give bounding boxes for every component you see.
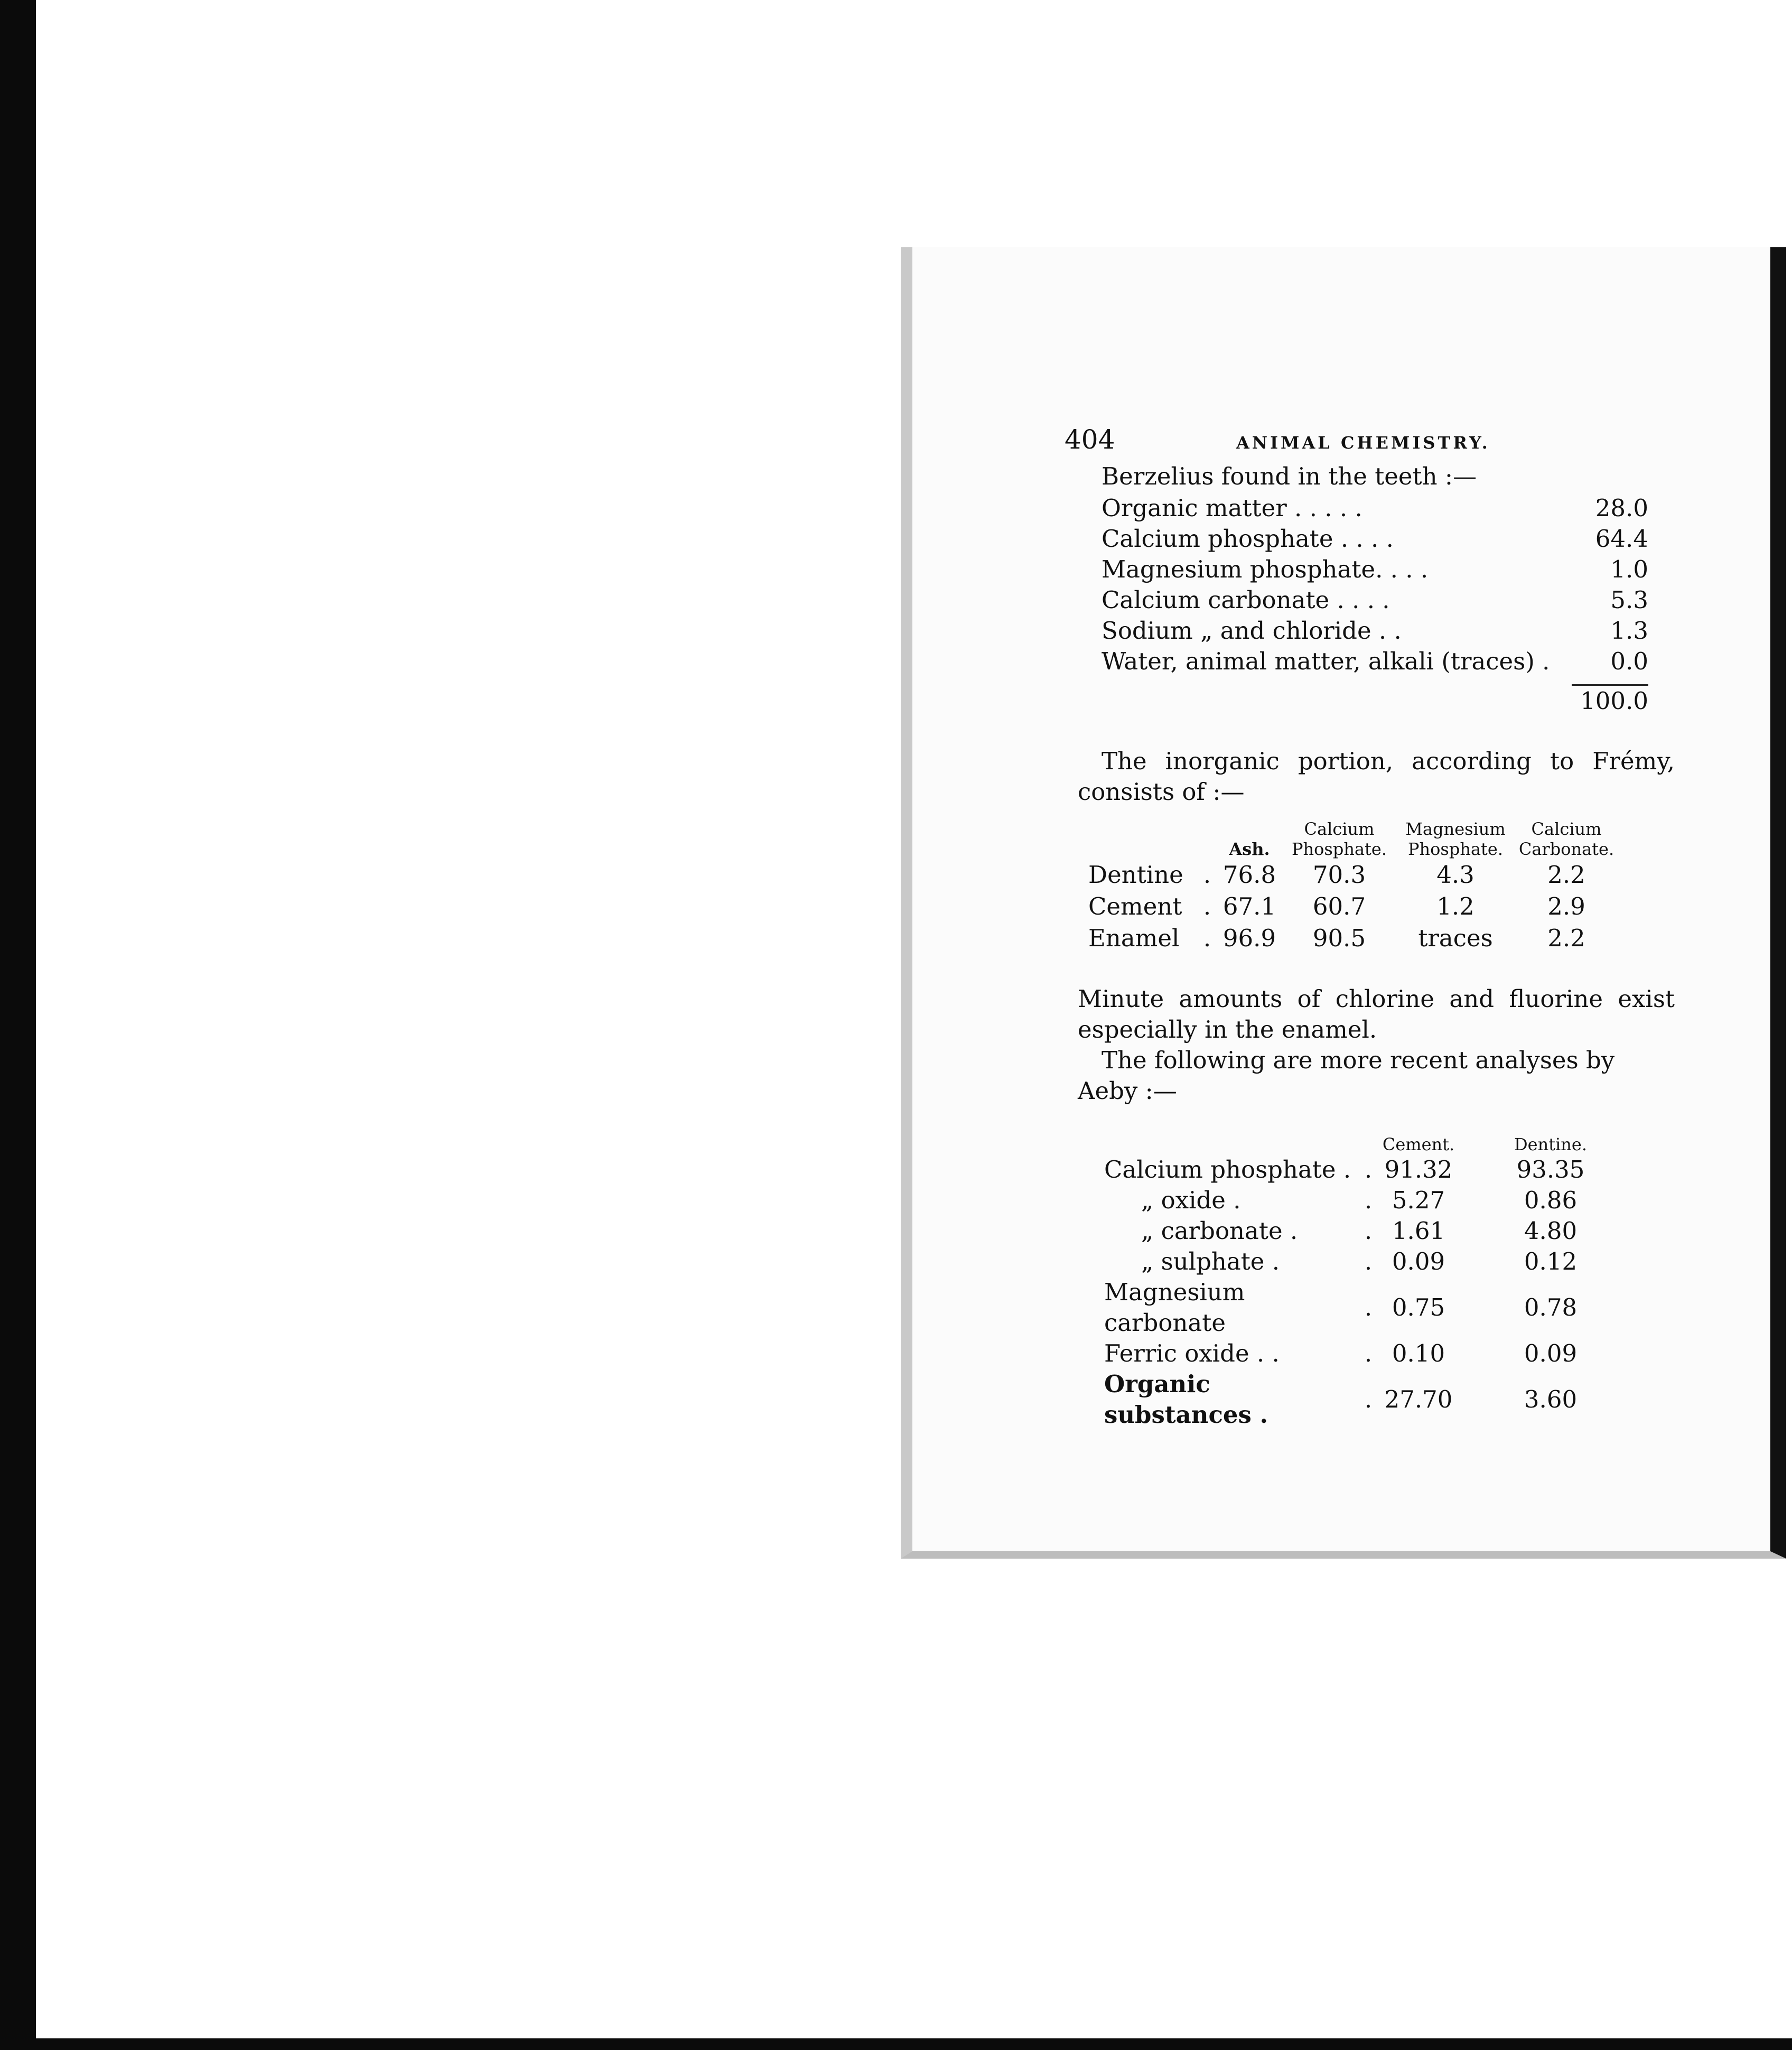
running-head <box>1065 424 1675 461</box>
book-page <box>901 247 1786 1559</box>
scan-border-bottom <box>36 2038 1792 2050</box>
list-item: Calcium carbonate . . . . 5.3 <box>1102 586 1648 614</box>
table-row: „ carbonate . . 1.61 4.80 <box>1141 1217 1578 1245</box>
table-row: „ oxide . . 5.27 0.86 <box>1141 1186 1578 1214</box>
list-item: Calcium phosphate . . . . 64.4 <box>1102 525 1648 553</box>
column-header: Dentine. <box>1514 1134 1587 1154</box>
paragraph-minute: Minute amounts of chlorine and fluorine exist especially in the enamel. <box>1078 985 1675 1043</box>
page-number: 404 <box>1065 424 1115 455</box>
table-row: Enamel . 96.9 90.5 traces 2.2 <box>1088 924 1585 952</box>
berzelius-list <box>1102 493 1648 677</box>
column-header: Calcium Carbonate. <box>1518 819 1614 859</box>
scan-border-left <box>0 0 36 2050</box>
table-row: Cement . 67.1 60.7 1.2 2.9 <box>1088 892 1585 920</box>
running-title: ANIMAL CHEMISTRY. <box>1236 433 1490 453</box>
aeby-table <box>1104 1124 1590 1430</box>
berzelius-total: 100.0 <box>1580 687 1648 715</box>
table-row: Calcium phosphate . . 91.32 93.35 <box>1104 1156 1585 1184</box>
table-row: Magnesium carbonate . 0.75 0.78 <box>1104 1278 1578 1337</box>
berzelius-intro: Berzelius found in the teeth :— <box>1102 462 1477 490</box>
column-header: Cement. <box>1382 1134 1455 1154</box>
list-item: Water, animal matter, alkali (traces) . 0.0 <box>1102 647 1648 675</box>
table-row: Dentine . 76.8 70.3 4.3 2.2 <box>1088 861 1585 889</box>
list-item: Magnesium phosphate. . . . 1.0 <box>1102 555 1648 583</box>
table-row: Ferric oxide . . . 0.10 0.09 <box>1104 1339 1578 1367</box>
column-header: Magnesium Phosphate. <box>1405 819 1506 859</box>
column-header: Ash. <box>1229 839 1270 859</box>
fremy-table <box>1088 819 1622 954</box>
paragraph-aeby: The following are more recent analyses by Aeby :— <box>1078 1046 1615 1105</box>
list-item: Sodium „ and chloride . . 1.3 <box>1102 617 1648 645</box>
table-row: „ sulphate . . 0.09 0.12 <box>1141 1247 1578 1275</box>
table-header-row <box>1104 1124 1590 1154</box>
page-text <box>1065 424 1675 1430</box>
column-header: Calcium Phosphate. <box>1292 819 1387 859</box>
fremy-intro: The inorganic portion, according to Frémy, consists of :— <box>1078 747 1675 806</box>
table-row: Organic substances . . 27.70 3.60 <box>1104 1370 1578 1429</box>
list-item: Organic matter . . . . . 28.0 <box>1102 494 1648 522</box>
table-header-row <box>1088 819 1622 859</box>
